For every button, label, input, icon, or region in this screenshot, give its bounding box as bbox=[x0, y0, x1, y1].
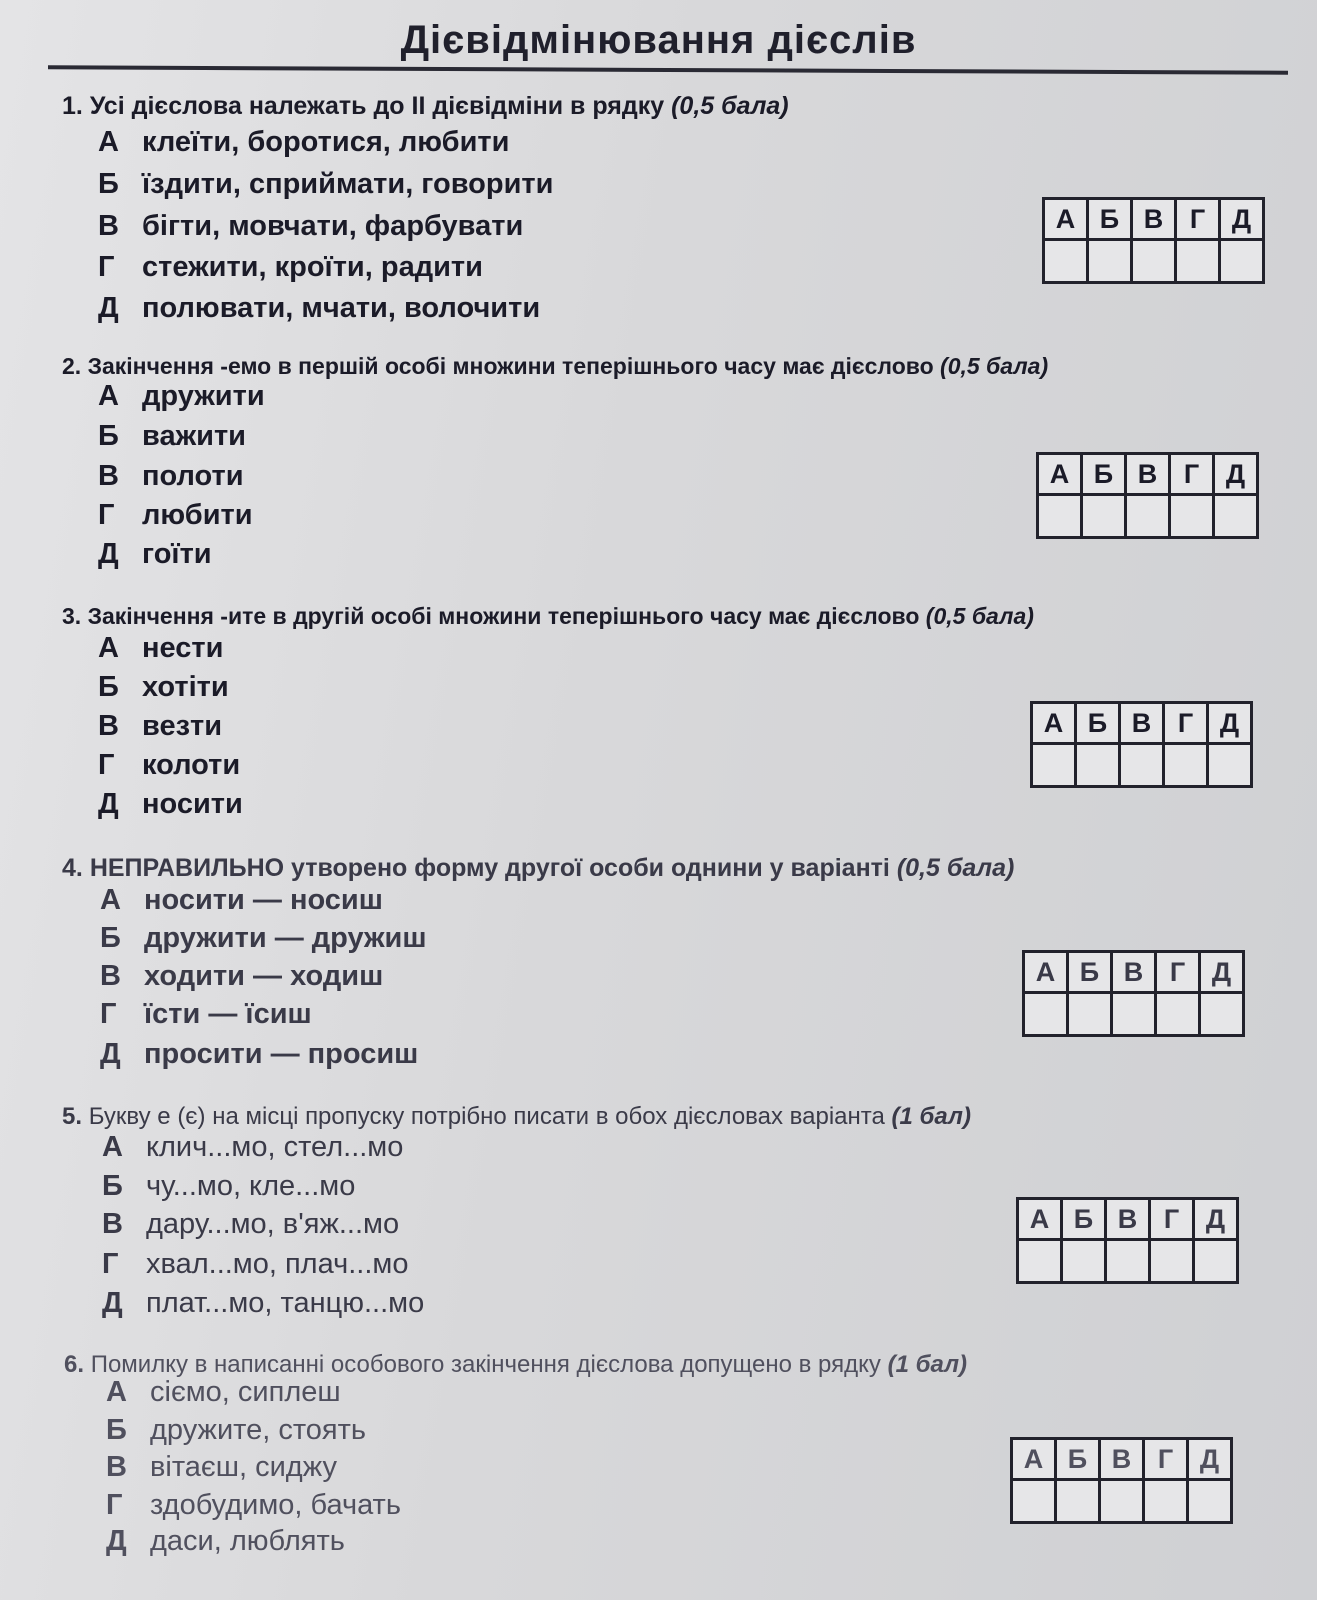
option-d bbox=[98, 499, 253, 532]
answer-grid bbox=[1030, 701, 1253, 788]
answer-cell-d[interactable] bbox=[1170, 495, 1214, 538]
option-letter: Д bbox=[98, 292, 119, 324]
option-text: дару...мо, в'яж...мо bbox=[146, 1208, 400, 1240]
option-text: просити — просиш bbox=[144, 1038, 419, 1070]
question-points: (1 бал) bbox=[891, 1103, 971, 1130]
grid-header-b: Б bbox=[1088, 199, 1132, 240]
option-letter: А bbox=[102, 1131, 123, 1163]
option-e bbox=[106, 1525, 345, 1558]
option-letter: Г bbox=[106, 1489, 123, 1521]
option-letter: А bbox=[106, 1376, 127, 1408]
grid-header-c: В bbox=[1120, 703, 1164, 744]
answer-cell-b[interactable] bbox=[1068, 993, 1112, 1036]
option-text: плат...мо, танцю...мо bbox=[146, 1287, 425, 1319]
option-letter: В bbox=[106, 1451, 127, 1483]
question-text: Усі дієслова належать до ІІ дієвідміни в рядку bbox=[89, 92, 665, 120]
option-text: їсти — їсиш bbox=[144, 998, 312, 1030]
answer-cell-a[interactable] bbox=[1038, 495, 1082, 538]
option-letter: Д bbox=[100, 1038, 121, 1070]
option-c bbox=[98, 210, 523, 243]
option-b bbox=[102, 1170, 355, 1203]
option-text: дружити — дружиш bbox=[144, 922, 427, 954]
answer-cell-d[interactable] bbox=[1150, 1240, 1194, 1283]
option-letter: В bbox=[100, 960, 121, 992]
option-c bbox=[98, 460, 244, 493]
answer-cell-e[interactable] bbox=[1208, 744, 1252, 787]
question-text: Помилку в написанні особового закінчення дієслова допущено в рядку bbox=[90, 1351, 881, 1378]
question-number: 3. bbox=[62, 603, 82, 629]
page-title: Дієвідмінювання дієслів bbox=[400, 18, 917, 62]
question-points: (0,5 бала) bbox=[925, 603, 1034, 629]
grid-header-a: А bbox=[1024, 952, 1068, 993]
option-text: здобудимо, бачать bbox=[150, 1489, 401, 1521]
option-letter: Д bbox=[98, 788, 119, 820]
grid-header-e: Д bbox=[1194, 1199, 1238, 1240]
grid-header-b: Б bbox=[1062, 1199, 1106, 1240]
answer-cell-a[interactable] bbox=[1032, 744, 1076, 787]
option-d bbox=[102, 1248, 408, 1281]
answer-cell-c[interactable] bbox=[1132, 240, 1176, 283]
option-a bbox=[106, 1376, 341, 1409]
answer-cell-c[interactable] bbox=[1126, 495, 1170, 538]
option-text: клеїти, боротися, любити bbox=[142, 126, 510, 158]
option-e bbox=[98, 788, 243, 821]
option-letter: В bbox=[98, 710, 119, 742]
option-e bbox=[98, 292, 540, 325]
option-text: чу...мо, кле...мо bbox=[146, 1170, 356, 1202]
grid-header-e: Д bbox=[1208, 703, 1252, 744]
grid-header-d: Г bbox=[1164, 703, 1208, 744]
option-text: сіємо, сиплеш bbox=[150, 1376, 341, 1408]
option-text: хвал...мо, плач...мо bbox=[146, 1248, 409, 1280]
option-d bbox=[100, 998, 312, 1031]
question-header bbox=[62, 1103, 971, 1131]
grid-header-c: В bbox=[1106, 1199, 1150, 1240]
option-letter: Д bbox=[106, 1525, 127, 1557]
option-a bbox=[98, 632, 223, 665]
option-letter: Г bbox=[98, 251, 115, 283]
option-letter: Б bbox=[102, 1170, 123, 1202]
option-text: нести bbox=[142, 632, 224, 664]
question-header bbox=[62, 854, 1014, 883]
grid-header-e: Д bbox=[1200, 952, 1244, 993]
option-text: дружити bbox=[142, 380, 265, 412]
question-header bbox=[62, 603, 1034, 630]
answer-cell-a[interactable] bbox=[1018, 1240, 1062, 1283]
option-letter: Д bbox=[102, 1287, 123, 1319]
option-d bbox=[98, 251, 483, 284]
question-number: 4. bbox=[62, 854, 83, 882]
option-b bbox=[98, 420, 246, 453]
answer-cell-a[interactable] bbox=[1044, 240, 1088, 283]
grid-header-a: А bbox=[1038, 454, 1082, 495]
question-header bbox=[62, 92, 789, 121]
option-letter: Б bbox=[98, 671, 119, 703]
grid-header-e: Д bbox=[1188, 1439, 1232, 1480]
option-text: вітаєш, сиджу bbox=[150, 1451, 337, 1483]
answer-grid bbox=[1042, 197, 1265, 284]
question-number: 6. bbox=[64, 1351, 85, 1378]
option-text: носити — носиш bbox=[144, 884, 383, 916]
option-text: клич...мо, стел...мо bbox=[146, 1131, 404, 1163]
grid-header-e: Д bbox=[1214, 454, 1258, 495]
option-a bbox=[98, 380, 265, 413]
option-text: стежити, кроїти, радити bbox=[142, 251, 483, 283]
option-text: любити bbox=[142, 499, 253, 531]
answer-cell-c[interactable] bbox=[1106, 1240, 1150, 1283]
option-b bbox=[106, 1414, 366, 1447]
grid-header-a: А bbox=[1032, 703, 1076, 744]
question-text: Закінчення -ите в другій особі множини теперішнього часу має дієслово bbox=[87, 603, 920, 629]
grid-header-a: А bbox=[1044, 199, 1088, 240]
grid-header-b: Б bbox=[1056, 1439, 1100, 1480]
grid-header-b: Б bbox=[1076, 703, 1120, 744]
answer-cell-b[interactable] bbox=[1076, 744, 1120, 787]
title-divider bbox=[48, 65, 1288, 74]
option-text: ходити — ходиш bbox=[144, 960, 384, 992]
answer-cell-b[interactable] bbox=[1082, 495, 1126, 538]
option-d bbox=[106, 1489, 401, 1522]
option-text: колоти bbox=[142, 749, 241, 781]
grid-header-d: Г bbox=[1144, 1439, 1188, 1480]
question-header bbox=[62, 353, 1048, 380]
option-letter: Б bbox=[98, 420, 119, 452]
option-text: гоїти bbox=[142, 538, 212, 570]
option-text: важити bbox=[142, 420, 246, 452]
answer-cell-b[interactable] bbox=[1056, 1480, 1100, 1523]
option-letter: В bbox=[102, 1208, 123, 1240]
answer-grid bbox=[1022, 950, 1245, 1037]
answer-cell-e[interactable] bbox=[1214, 495, 1258, 538]
option-b bbox=[98, 671, 229, 704]
question-number: 5. bbox=[62, 1103, 83, 1130]
option-a bbox=[100, 884, 383, 917]
question-points: (0,5 бала) bbox=[671, 92, 789, 120]
grid-header-d: Г bbox=[1176, 199, 1220, 240]
option-letter: Д bbox=[98, 538, 119, 570]
grid-header-a: А bbox=[1012, 1439, 1056, 1480]
option-letter: В bbox=[98, 210, 119, 242]
question-text: Закінчення -емо в першій особі множини теперішнього часу має дієслово bbox=[87, 353, 934, 379]
option-b bbox=[100, 922, 427, 955]
option-c bbox=[98, 710, 222, 743]
question-points: (0,5 бала) bbox=[940, 353, 1049, 379]
option-c bbox=[100, 960, 383, 993]
option-a bbox=[102, 1131, 403, 1164]
answer-cell-d[interactable] bbox=[1176, 240, 1220, 283]
answer-grid bbox=[1010, 1437, 1233, 1524]
answer-cell-c[interactable] bbox=[1112, 993, 1156, 1036]
answer-cell-d[interactable] bbox=[1144, 1480, 1188, 1523]
answer-grid bbox=[1036, 452, 1259, 539]
question-number: 2. bbox=[62, 353, 82, 379]
answer-cell-d[interactable] bbox=[1156, 993, 1200, 1036]
option-e bbox=[100, 1038, 418, 1071]
option-e bbox=[102, 1287, 424, 1320]
grid-header-b: Б bbox=[1068, 952, 1112, 993]
question-header bbox=[64, 1351, 967, 1379]
question-number: 1. bbox=[62, 92, 83, 120]
option-letter: Б bbox=[106, 1414, 127, 1446]
grid-header-d: Г bbox=[1170, 454, 1214, 495]
grid-header-d: Г bbox=[1150, 1199, 1194, 1240]
grid-header-c: В bbox=[1132, 199, 1176, 240]
answer-cell-c[interactable] bbox=[1120, 744, 1164, 787]
answer-cell-a[interactable] bbox=[1024, 993, 1068, 1036]
option-text: даси, люблять bbox=[150, 1525, 345, 1557]
answer-cell-b[interactable] bbox=[1088, 240, 1132, 283]
option-text: їздити, сприймати, говорити bbox=[142, 168, 554, 200]
option-letter: Г bbox=[98, 499, 115, 531]
grid-header-c: В bbox=[1112, 952, 1156, 993]
option-letter: В bbox=[98, 460, 119, 492]
option-letter: Г bbox=[98, 749, 115, 781]
option-text: носити bbox=[142, 788, 243, 820]
option-text: полоти bbox=[142, 460, 244, 492]
option-text: полювати, мчати, волочити bbox=[142, 292, 541, 324]
answer-cell-a[interactable] bbox=[1012, 1480, 1056, 1523]
question-text: НЕПРАВИЛЬНО утворено форму другої особи однини у варіанті bbox=[89, 854, 890, 882]
option-e bbox=[98, 538, 212, 571]
option-letter: А bbox=[100, 884, 121, 916]
answer-cell-b[interactable] bbox=[1062, 1240, 1106, 1283]
option-text: бігти, мовчати, фарбувати bbox=[142, 210, 524, 242]
option-letter: Г bbox=[102, 1248, 119, 1280]
option-a bbox=[98, 126, 509, 159]
option-d bbox=[98, 749, 240, 782]
answer-cell-d[interactable] bbox=[1164, 744, 1208, 787]
answer-cell-c[interactable] bbox=[1100, 1480, 1144, 1523]
option-b bbox=[98, 168, 553, 201]
option-text: хотіти bbox=[142, 671, 229, 703]
option-letter: А bbox=[98, 632, 119, 664]
option-letter: Б bbox=[98, 168, 119, 200]
question-points: (1 бал) bbox=[887, 1351, 968, 1378]
option-letter: А bbox=[98, 126, 119, 158]
grid-header-a: А bbox=[1018, 1199, 1062, 1240]
question-points: (0,5 бала) bbox=[896, 854, 1015, 882]
answer-grid bbox=[1016, 1197, 1239, 1284]
grid-header-e: Д bbox=[1220, 199, 1264, 240]
grid-header-c: В bbox=[1100, 1439, 1144, 1480]
option-letter: А bbox=[98, 380, 119, 412]
option-c bbox=[102, 1208, 399, 1241]
option-text: везти bbox=[142, 710, 223, 742]
grid-header-c: В bbox=[1126, 454, 1170, 495]
option-letter: Г bbox=[100, 998, 117, 1030]
grid-header-d: Г bbox=[1156, 952, 1200, 993]
question-text: Букву е (є) на місці пропуску потрібно писати в обох дієсловах варіанта bbox=[88, 1103, 885, 1130]
grid-header-b: Б bbox=[1082, 454, 1126, 495]
option-letter: Б bbox=[100, 922, 121, 954]
answer-cell-e[interactable] bbox=[1220, 240, 1264, 283]
answer-cell-e[interactable] bbox=[1200, 993, 1244, 1036]
answer-cell-e[interactable] bbox=[1188, 1480, 1232, 1523]
option-text: дружите, стоять bbox=[150, 1414, 367, 1446]
answer-cell-e[interactable] bbox=[1194, 1240, 1238, 1283]
option-c bbox=[106, 1451, 337, 1484]
